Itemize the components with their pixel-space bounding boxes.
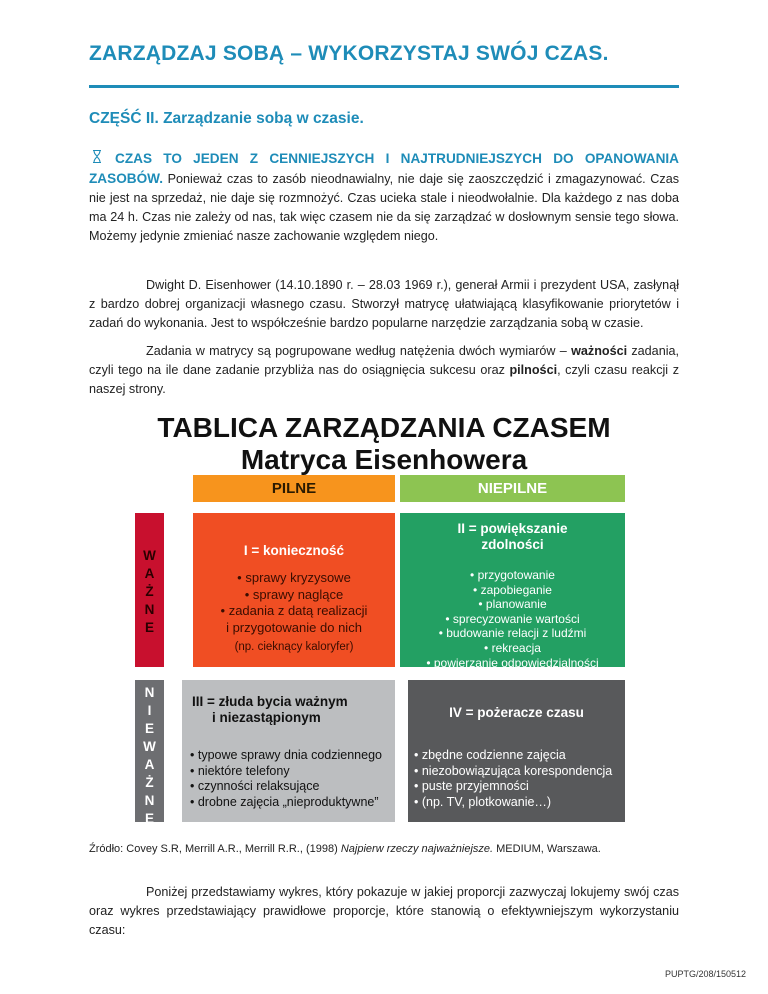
quadrant-4-list (414, 748, 631, 810)
quadrant-1-note: (np. cieknący kaloryfer) (234, 641, 354, 653)
quadrant-3-illusion (182, 680, 395, 822)
closing-paragraph: Poniżej przedstawiamy wykres, który pokazuje w jakiej proporcji zazwyczaj lokujemy swój czas oraz wykres przedstawiający prawidłowe proporcje, które stanowią o efektywniejszym wykorzystaniu czasu: (89, 885, 679, 937)
quadrant-3-list (190, 748, 403, 810)
document-code: PUPTG/208/150512 (664, 969, 746, 979)
dimensions-text-1: Zadania w matrycy są pogrupowane według natężenia dwóch wymiarów – (146, 344, 572, 358)
dimensions-text-3: , czyli czasu reakcji z naszej strony. (89, 363, 679, 396)
section-subtitle: CZĘŚĆ II. Zarządzanie sobą w czasie. (89, 110, 364, 127)
hourglass-icon (92, 150, 104, 169)
list-item: • sprawy kryzysowe (237, 570, 351, 585)
quadrant-1-necessity (193, 513, 395, 667)
source-citation: Źródło: Covey S.R, Merrill A.R., Merrill R.R., (1998) Najpierw rzeczy najważniejsze. MEDIUM, Warszawa. (89, 843, 601, 855)
quadrant-2-growth (400, 513, 625, 670)
matrix-title: TABLICA ZARZĄDZANIA CZASEM (157, 412, 611, 443)
column-header-not-urgent: NIEPILNE (400, 475, 625, 502)
list-item: • czynności relaksujące (190, 779, 320, 793)
quadrant-2-heading: II = powiększanie zdolności (457, 521, 568, 552)
row-label-important: W A Ż N E (135, 513, 164, 667)
list-item: • planowanie (478, 597, 547, 612)
list-item: • przygotowanie (470, 568, 555, 582)
list-item: • zapobieganie (473, 582, 552, 597)
source-book-title: Najpierw rzeczy najważniejsze. (340, 843, 494, 855)
list-item: • powierzanie odpowiedzialności (426, 655, 599, 670)
row-label-not-important: N I E W A Ż N E (135, 680, 164, 822)
page-title: ZARZĄDZAJ SOBĄ – WYKORZYSTAJ SWÓJ CZAS. (89, 42, 609, 65)
list-item: • puste przyjemności (414, 779, 529, 793)
matrix-subtitle: Matryca Eisenhowera (240, 444, 528, 475)
list-item: i przygotowanie do nich (226, 619, 362, 635)
title-divider (89, 85, 679, 88)
list-item: • drobne zajęcia „nieproduktywne” (190, 794, 379, 809)
intro-text: Ponieważ czas to zasób nieodnawialny, nie daje się zaoszczędzić i zmagazynować. Czas nie jest na sprzedaż, nie daje się rozmnożyć. Czas ucieka stale i nieodwołalnie. Dla każdego z nas doba ma 24 h. Czas nie zależy od nas, tak więc czasem nie da się zarządzać w dosłownym sensie tego słowa. Możemy jedynie zmieniać nasze zachowanie względem niego. (89, 172, 679, 243)
dimensions-bold-urgency: pilności (509, 363, 558, 377)
quadrant-4-time-wasters (408, 680, 625, 822)
quadrant-2-list (400, 568, 625, 670)
list-item: • zbędne codzienne zajęcia (414, 748, 566, 762)
list-item: • sprecyzowanie wartości (445, 611, 580, 626)
quadrant-1-list (193, 570, 395, 636)
dimensions-text-2: zadania, czyli tego na ile dane zadanie przybliża nas do osiągnięcia sukcesu oraz (89, 344, 679, 377)
quadrant-1-heading: I = konieczność (243, 543, 345, 558)
eisenhower-paragraph: Dwight D. Eisenhower (14.10.1890 r. – 28.03 1969 r.), generał Armii i prezydent USA, zasłynął z bardzo dobrej organizacji własnego czasu. Stworzył matrycę ułatwiającą klasyfikowanie priorytetów i zadań do wykonania. Jest to współcześnie bardzo popularne narzędzie zarządzania sobą w czasie. (89, 278, 679, 330)
intro-lead: CZAS TO JEDEN Z CENNIEJSZYCH I NAJTRUDNIEJSZYCH DO OPANOWANIA ZASOBÓW. (89, 151, 679, 186)
list-item: • typowe sprawy dnia codziennego (190, 748, 382, 762)
list-item: • sprawy naglące (244, 586, 344, 602)
dimensions-paragraph (89, 342, 679, 399)
quadrant-3-heading: III = złuda bycia ważnym i niezastąpionym (192, 694, 348, 725)
list-item: • niektóre telefony (190, 763, 290, 778)
list-item: • (np. TV, plotkowanie…) (414, 794, 552, 809)
column-header-urgent: PILNE (193, 475, 395, 502)
list-item: • niezobowiązująca korespondencja (414, 763, 613, 778)
quadrant-4-heading: IV = pożeracze czasu (449, 705, 584, 720)
dimensions-bold-importance: ważności (571, 344, 628, 358)
list-item: • budowanie relacji z ludźmi (438, 626, 587, 641)
list-item: • rekreacja (484, 640, 541, 655)
intro-paragraph (89, 149, 679, 246)
list-item: • zadania z datą realizacji (220, 603, 368, 618)
